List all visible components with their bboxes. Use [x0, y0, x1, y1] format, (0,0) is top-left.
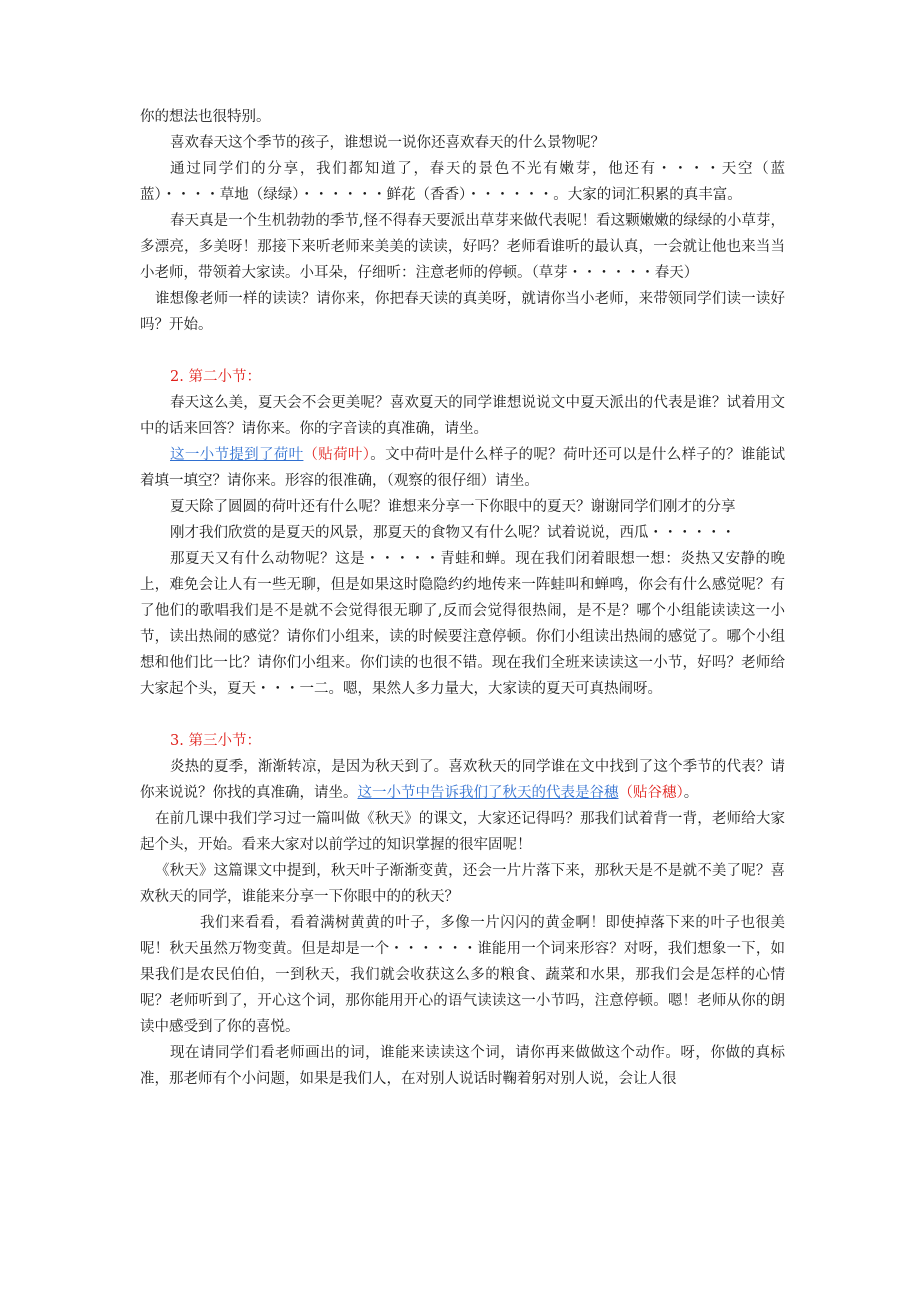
paragraph-2: 喜欢春天这个季节的孩子，谁想说一说你还喜欢春天的什么景物呢？: [170, 135, 605, 151]
paragraph-10: 那夏天又有什么动物呢？这是・・・・・青蛙和蝉。现在我们闭着眼想一想：炎热又安静的晚上，难免会让人有一些无聊，但是如果这时隐隐约约地传来一阵蛙叫和蝉鸣，你会有什么感觉呢？有了他们的歌唱我们是不是就不会觉得很无聊了,反而会觉得很热闹，是不是？哪个小组能读读这一小节，读出热闹的感觉？请你们小组来，读的时候要注意停顿。你们小组读出热闹的感觉了。哪个小组想和他们比一比？请你们小组来。你们读的也很不错。现在我们全班来读读这一小节，好吗？老师给大家起个头，夏天・・・一二。嗯，果然人多力量大，大家读的夏天可真热闹呀。: [140, 551, 785, 697]
paragraph-9: 刚才我们欣赏的是夏天的风景，那夏天的食物又有什么呢？试着说说，西瓜・・・・・・: [170, 525, 736, 541]
paragraph-11-text: 炎热的夏季，渐渐转凉，是因为秋天到了。喜欢秋天的同学谁在文中找到了这个季节的代表？请你来说说？你找的真准确，请坐。: [140, 759, 785, 801]
document-page: [140, 104, 785, 1092]
paragraph-4: 春天真是一个生机勃勃的季节,怪不得春天要派出草芽来做代表呢！看这颗嫩嫩的绿绿的小草芽，多漂亮，多美呀！那接下来听老师来美美的读读，好吗？老师看谁听的最认真，一会就让他也来当当小老师，带领着大家读。小耳朵，仔细听：注意老师的停顿。（草芽・・・・・・春天）: [140, 213, 785, 281]
paragraph-3: 通过同学们的分享，我们都知道了，春天的景色不光有嫩芽，他还有・・・・天空（蓝蓝）・・・・草地（绿绿）・・・・・・鲜花（香香）・・・・・・。大家的词汇积累的真丰富。: [140, 161, 785, 203]
paragraph-12: 在前几课中我们学习过一篇叫做《秋天》的课文，大家还记得吗？那我们试着背一背，老师给大家起个头，开始。看来大家对以前学过的知识掌握的很牢固呢！: [140, 811, 785, 853]
paragraph-6: 春天这么美，夏天会不会更美呢？喜欢夏天的同学谁想说说文中夏天派出的代表是谁？试着用文中的话来回答？请你来。你的字音读的真准确，请坐。: [140, 395, 785, 437]
spacer: [140, 702, 785, 728]
hyperlink-grain-ear[interactable]: 这一小节中告诉我们了秋天的代表是谷穗: [357, 785, 619, 801]
paragraph-13: 《秋天》这篇课文中提到，秋天叶子渐渐变黄，还会一片片落下来，那秋天是不是就不美了呢？喜欢秋天的同学，谁能来分享一下你眼中的的秋天？: [140, 863, 785, 905]
paragraph-7-text: 。文中荷叶是什么样子的呢？荷叶还可以是什么样子的？谁能试着填一填空？请你来。形容的很准确，（观察的很仔细）请坐。: [140, 447, 786, 489]
paragraph-11-end: 。: [683, 785, 699, 801]
paragraph-5: 谁想像老师一样的读读？请你来，你把春天读的真美呀，就请你当小老师，来带领同学们读一读好吗？开始。: [140, 291, 785, 333]
paragraph-1: 你的想法也很特别。: [140, 109, 271, 125]
section-heading-3: 3. 第三小节：: [170, 733, 261, 749]
section-heading-2: 2. 第二小节：: [170, 369, 261, 385]
paragraph-8: 夏天除了圆圆的荷叶还有什么呢？谁想来分享一下你眼中的夏天？谢谢同学们刚才的分享: [170, 499, 736, 515]
hyperlink-lotus-leaf[interactable]: 这一小节提到了荷叶: [170, 447, 304, 463]
annotation-lotus-leaf: （贴荷叶）: [303, 447, 371, 463]
annotation-grain-ear: （贴谷穗）: [618, 785, 684, 801]
paragraph-14: 我们来看看，看着满树黄黄的叶子，多像一片闪闪的黄金啊！即使掉落下来的叶子也很美呢！秋天虽然万物变黄。但是却是一个・・・・・・谁能用一个词来形容？对呀，我们想象一下，如果我们是农民伯伯，一到秋天，我们就会收获这么多的粮食、蔬菜和水果，那我们会是怎样的心情呢？老师听到了，开心这个词，那你能用开心的语气读读这一小节吗，注意停顿。嗯！老师从你的朗读中感受到了你的喜悦。: [140, 915, 785, 1035]
spacer: [140, 338, 785, 364]
paragraph-15: 现在请同学们看老师画出的词，谁能来读读这个词，请你再来做做这个动作。呀，你做的真标准，那老师有个小问题，如果是我们人，在对别人说话时鞠着躬对别人说，会让人很: [140, 1045, 785, 1087]
paragraph-11: [140, 754, 785, 806]
paragraph-7: [140, 442, 785, 494]
